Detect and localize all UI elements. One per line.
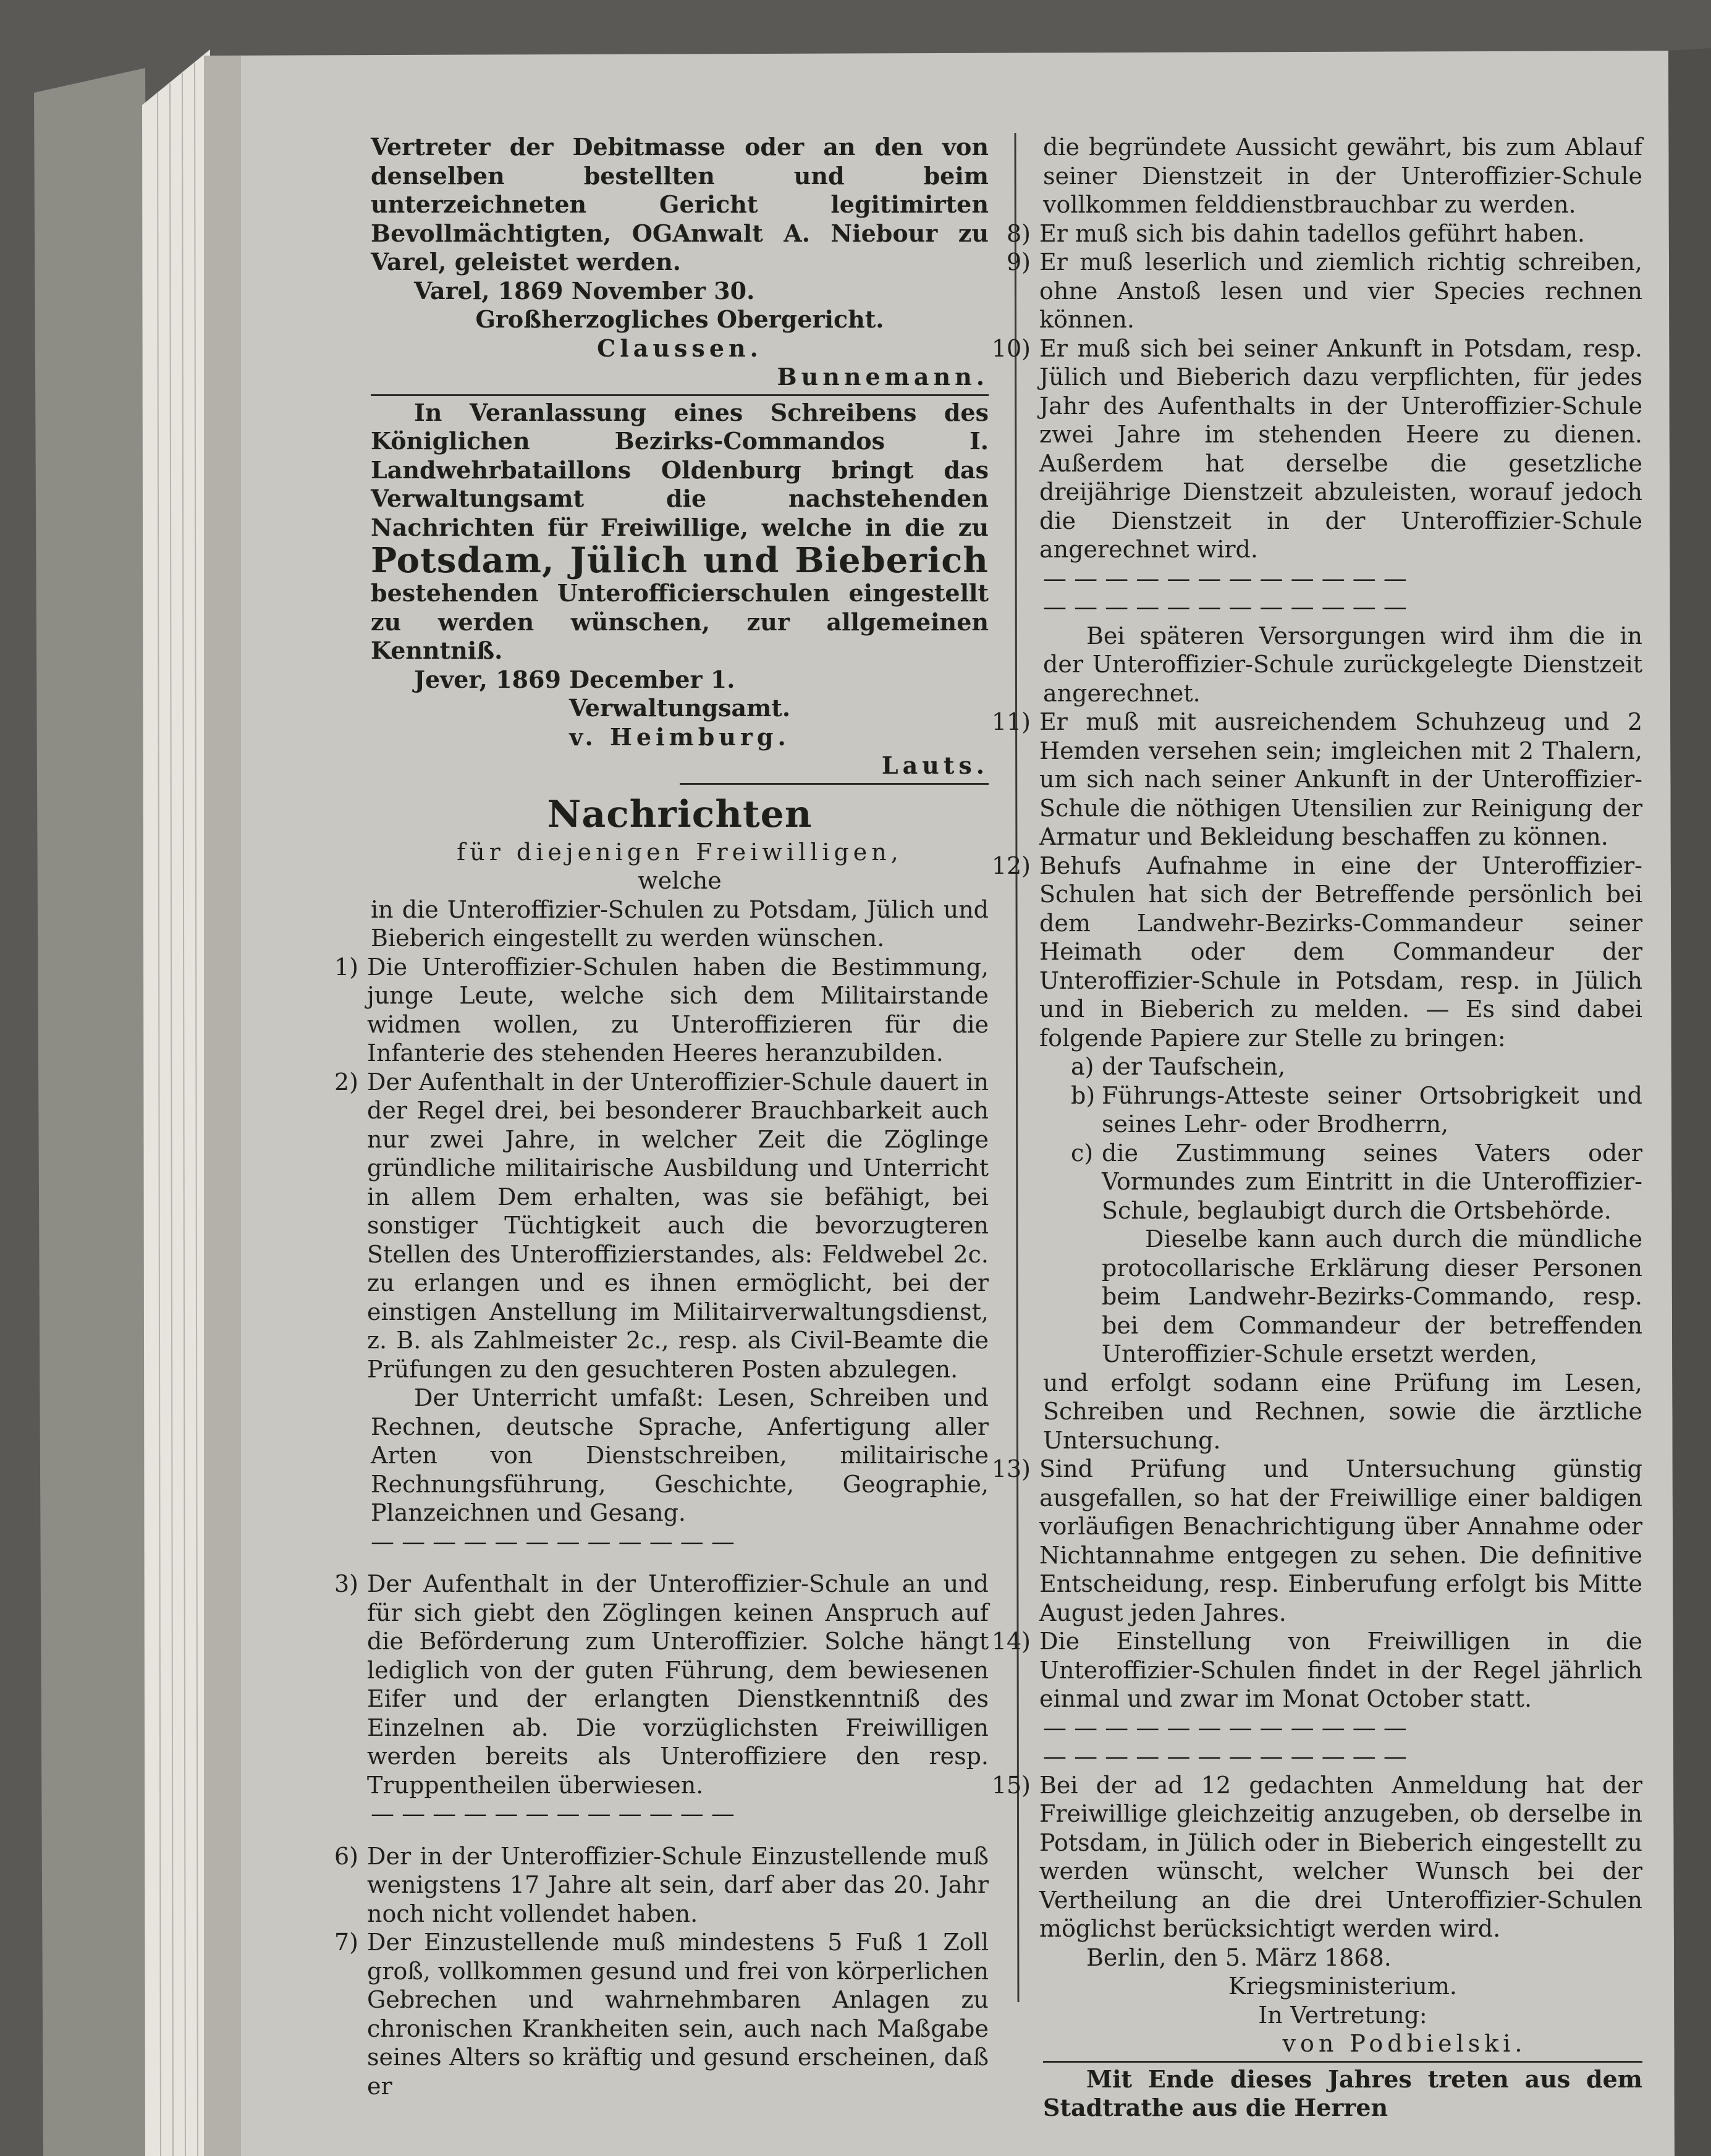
item-9 xyxy=(1006,248,1642,334)
omission-dashes: — — — — — — — — — — — — xyxy=(1043,1743,1407,1770)
omission-dashes: — — — — — — — — — — — — xyxy=(1043,564,1407,592)
item-text: Die Unteroffizier-Schulen haben die Bestimmung, junge Leute, welche sich dem Militairstande widmen wollen, zu Unteroffizieren für die Infanterie des stehenden Heeres heranzubilden. xyxy=(367,953,989,1067)
item-number: 9) xyxy=(1006,248,1031,276)
item-10-service-note: Bei späteren Versorgungen wird ihm die in der Unteroffizier-Schule zurückgelegte Dienstzeit angerechnet. xyxy=(1043,622,1642,707)
item-text: Behufs Aufnahme in eine der Unteroffizier-Schulen hat sich der Betreffende persönlich bei dem Landwehr-Bezirks-Commandeur seiner Heimath oder dem Commandeur der Unteroffizier-Schule in Potsdam, resp. in Jülich und in Bieberich zu melden. — Es sind dabei folgende Papiere zur Stelle zu bringen: xyxy=(1039,852,1642,1052)
item-number: 13) xyxy=(991,1455,1031,1482)
omission-dashes: — — — — — — — — — — — — xyxy=(1043,1714,1407,1741)
omission-dashes: — — — — — — — — — — — — xyxy=(371,1800,735,1827)
item-text: Der Aufenthalt in der Unteroffizier-Schule dauert in der Regel drei, bei besonderer Brauchbarkeit auch nur zwei Jahre, in welcher Zeit die Zöglinge gründliche militairische Ausbildung und Unterricht in allem Dem erhalten, was sie befähigt, bei sonstiger Tüchtigkeit auch die bevorzugteren Stellen des Unteroffizierstandes, als: Feldwebel 2c. zu erlangen und es ihnen ermöglicht, bei der einstigen Anstellung im Militairverwaltungsdienst, z. B. als Zahlmeister 2c., resp. als Civil-Beamte die Prüfungen zu den gesuchteren Posten abzulegen. xyxy=(367,1068,989,1383)
item-number: 15) xyxy=(991,1771,1031,1799)
sub-letter: b) xyxy=(1071,1081,1096,1109)
court-name: Großherzogliches Obergericht. xyxy=(475,305,884,333)
right-column xyxy=(991,133,1642,2123)
item-15 xyxy=(991,1771,1642,1943)
item-12-b xyxy=(1043,1081,1642,1139)
gutter-shadow xyxy=(204,56,241,2156)
omission-dashes: — — — — — — — — — — — — xyxy=(371,1528,735,1555)
item-11 xyxy=(991,708,1642,852)
item-text: Er muß sich bis dahin tadellos geführt haben. xyxy=(1039,219,1585,247)
item-1 xyxy=(334,953,989,1068)
item-text: Die Einstellung von Freiwilligen in die Unteroffizier-Schulen findet in der Regel jährlich einmal und zwar im Monat October statt. xyxy=(1039,1628,1642,1712)
section-divider-3 xyxy=(1043,2061,1642,2063)
sub-letter: a) xyxy=(1071,1053,1094,1080)
announcement-paragraph xyxy=(371,399,989,666)
section-divider xyxy=(371,394,989,396)
sub-text: der Taufschein, xyxy=(1102,1053,1286,1080)
item-text: Er muß mit ausreichendem Schuhzeug und 2 Hemden versehen sein; imgleichen mit 2 Thalern, um sich nach seiner Ankunft in der Unteroffizier-Schule die nöthigen Utensilien zur Reinigung der Armatur und Bekleidung beschaffen zu können. xyxy=(1039,708,1642,850)
announcement-text-a: In Veranlassung eines Schreibens des Königlichen Bezirks-Commandos I. Landwehrbataillons Oldenburg bringt das Verwaltungsamt die nachstehenden Nachrichten für Freiwillige, welche in die zu xyxy=(371,398,989,541)
council-notice: Mit Ende dieses Jahres treten aus dem Stadtrathe aus die Herren xyxy=(1043,2065,1642,2121)
item-12-exam: und erfolgt sodann eine Prüfung im Lesen, Schreiben und Rechnen, sowie die ärztliche Untersuchung. xyxy=(1043,1369,1642,1454)
item-7-continued: die begründete Aussicht gewährt, bis zum Ablauf seiner Dienstzeit in der Unteroffizier-Schule vollkommen felddienstbrauchbar zu werden. xyxy=(1043,133,1642,218)
item-text: Sind Prüfung und Untersuchung günstig ausgefallen, so hat der Freiwillige einer baldigen vorläufigen Benachrichtigung über Annahme oder Nichtannahme entgegen zu sehen. Die definitive Entscheidung, resp. Einberufung erfolgt bis Mitte August jeden Jahres. xyxy=(1039,1455,1642,1626)
notice-subtitle: für diejenigen Freiwilligen, xyxy=(457,838,903,866)
representation-label: In Vertretung: xyxy=(1258,2001,1427,2029)
item-text: Der Einzustellende muß mindestens 5 Fuß 1 Zoll groß, vollkommen gesund und frei von körperlichen Gebrechen und wahrnehmbaren Anlagen zu chronischen Krankheiten sein, auch nach Maßgabe seines Alters so kräftig und gesund erscheinen, daß er xyxy=(367,1929,989,2100)
signature-lauts: Lauts. xyxy=(881,751,989,779)
item-text: Der Aufenthalt in der Unteroffizier-Schule an und für sich giebt den Zöglingen keinen Anspruch auf die Beförderung zum Unteroffizier. Solche hängt lediglich von der guten Führung, dem bewiesenen Eifer und der erlangten Dienstkenntniß des Einzelnen ab. Die vorzüglichsten Freiwilligen werden bereits als Unteroffiziere den resp. Truppentheilen überwiesen. xyxy=(367,1570,989,1799)
item-13 xyxy=(991,1455,1642,1627)
item-number: 3) xyxy=(334,1570,358,1597)
varel-dateline: Varel, 1869 November 30. xyxy=(414,276,755,305)
item-number: 12) xyxy=(991,852,1031,879)
omission-dashes: — — — — — — — — — — — — xyxy=(1043,593,1407,620)
office-name: Verwaltungsamt. xyxy=(568,694,791,722)
item-text: Bei der ad 12 gedachten Anmeldung hat der Freiwillige gleichzeitig anzugeben, ob derselbe in Potsdam, in Jülich oder in Bieberich eingestellt zu werden wünscht, welcher Wunsch bei der Vertheilung an die drei Unteroffizier-Schulen möglichst berücksichtigt werden wird. xyxy=(1039,1771,1642,1942)
item-text: Er muß sich bei seiner Ankunft in Potsdam, resp. Jülich und Bieberich dazu verpflichten, für jedes Jahr des Aufenthalts in der Unteroffizier-Schule zwei Jahre im stehenden Heere zu dienen. Außerdem hat derselbe die gesetzliche dreijährige Dienstzeit abzuleisten, worauf jedoch die Dienstzeit in der Unteroffizier-Schule angerechnet wird. xyxy=(1039,334,1642,563)
item-number: 14) xyxy=(991,1628,1031,1655)
signature-claussen: Claussen. xyxy=(597,334,763,362)
ministry-name: Kriegsministerium. xyxy=(1228,1972,1457,2000)
item-14 xyxy=(991,1627,1642,1714)
item-text: Er muß leserlich und ziemlich richtig schreiben, ohne Anstoß lesen und vier Species rechnen können. xyxy=(1039,248,1642,333)
item-12-c xyxy=(1043,1139,1642,1225)
notice-title: Nachrichten xyxy=(547,792,813,836)
right-book-edge xyxy=(1668,48,1711,2156)
notice-subtitle-schools: in die Unteroffizier-Schulen zu Potsdam, Jülich und Bieberich eingestellt zu werden wünschen. xyxy=(371,895,989,952)
item-3 xyxy=(334,1570,989,1799)
signature-podbielski: von Podbielski. xyxy=(1282,2030,1527,2057)
signature-bunnemann: Bunnemann. xyxy=(777,363,989,391)
left-column xyxy=(334,133,989,2100)
item-12-a xyxy=(1043,1052,1642,1081)
announcement-places: Potsdam, Jülich und Bieberich xyxy=(371,540,989,581)
item-6 xyxy=(334,1842,989,1929)
item-number: 6) xyxy=(334,1842,358,1870)
item-number: 1) xyxy=(334,953,358,981)
sub-letter: c) xyxy=(1071,1139,1094,1167)
page-stack-edges xyxy=(142,49,210,2156)
sub-text: die Zustimmung seines Vaters oder Vormundes zum Eintritt in die Unteroffizier-Schule, beglaubigt durch die Ortsbehörde. xyxy=(1102,1139,1642,1224)
item-number: 2) xyxy=(334,1068,358,1096)
debt-notice-paragraph: Vertreter der Debitmasse oder an den von denselben bestellten und beim unterzeichneten Gericht legitimirten Bevollmächtigten, OGAnwalt A. Niebour zu Varel, geleistet werden. xyxy=(371,133,989,276)
berlin-dateline: Berlin, den 5. März 1868. xyxy=(1086,1943,1392,1971)
item-7 xyxy=(334,1928,989,2100)
sub-text: Führungs-Atteste seiner Ortsobrigkeit und seines Lehr- oder Brodherrn, xyxy=(1102,1081,1642,1138)
item-10 xyxy=(991,334,1642,564)
item-2-curriculum: Der Unterricht umfaßt: Lesen, Schreiben und Rechnen, deutsche Sprache, Anfertigung aller Arten von Dienstschreiben, militairische Rechnungsführung, Geschichte, Geographie, Planzeichnen und Gesang. xyxy=(371,1384,989,1526)
announcement-text-c: bestehenden Unterofficierschulen eingestellt zu werden wünschen, zur allgemeinen Kenntniß. xyxy=(371,579,989,664)
item-8 xyxy=(1006,219,1642,248)
section-divider-2 xyxy=(680,783,989,785)
notice-subtitle-which: welche xyxy=(638,867,722,894)
item-number: 7) xyxy=(334,1929,358,1956)
item-number: 8) xyxy=(1006,219,1031,247)
item-12-c-note: Dieselbe kann auch durch die mündliche protocollarische Erklärung dieser Personen beim Landwehr-Bezirks-Commando, resp. bei dem Commandeur der betreffenden Unteroffizier-Schule ersetzt werden, xyxy=(1102,1225,1642,1368)
item-text: Der in der Unteroffizier-Schule Einzustellende muß wenigstens 17 Jahre alt sein, darf aber das 20. Jahr noch nicht vollendet haben. xyxy=(367,1842,989,1927)
item-2 xyxy=(334,1068,989,1384)
item-number: 11) xyxy=(991,708,1031,735)
book-cover-board xyxy=(34,68,154,2156)
signature-heimburg: v. Heimburg. xyxy=(569,722,790,751)
jever-dateline: Jever, 1869 December 1. xyxy=(414,665,735,693)
item-12 xyxy=(991,852,1642,1053)
item-number: 10) xyxy=(991,334,1031,362)
